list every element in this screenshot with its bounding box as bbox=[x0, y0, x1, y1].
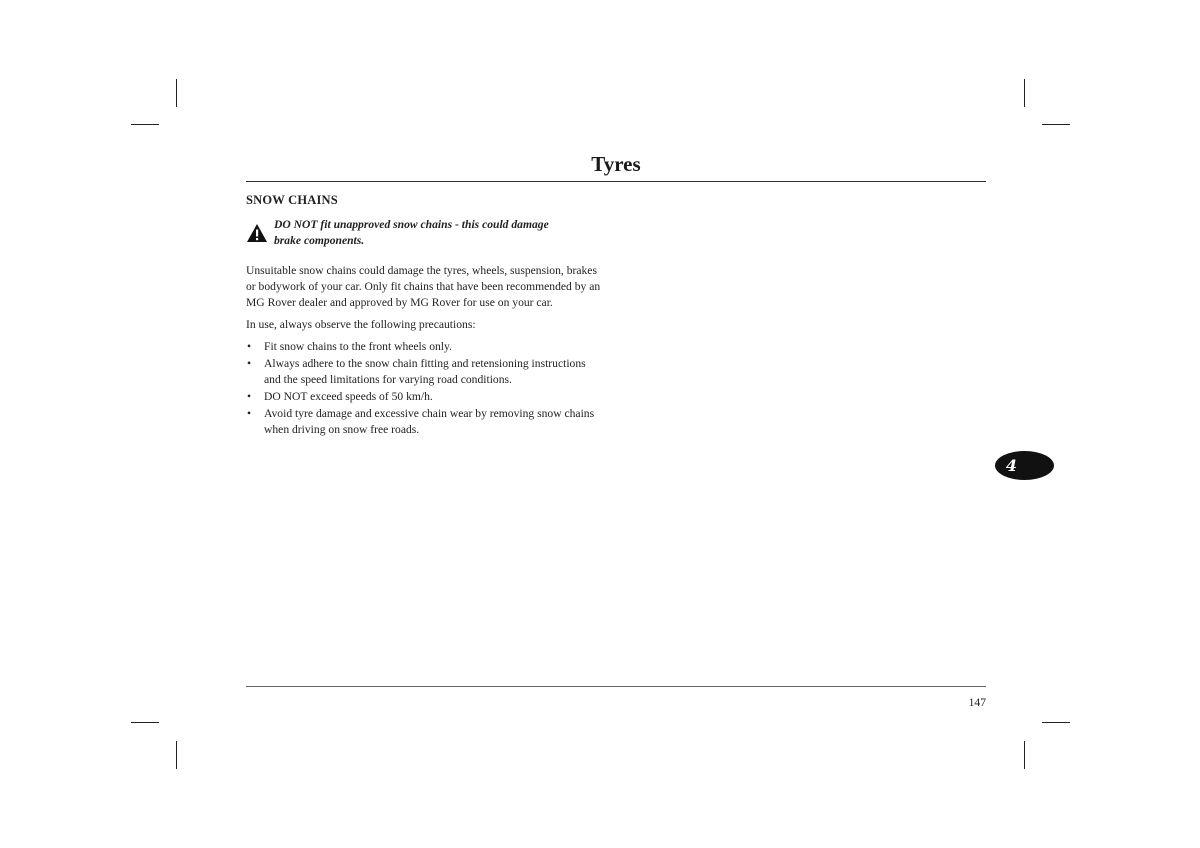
bullet-icon: • bbox=[247, 407, 252, 420]
list-item: • Always adhere to the snow chain fitting and retensioning instructions and the speed limitations for varying road conditions. bbox=[247, 357, 586, 386]
crop-mark-bottom-right-horizontal bbox=[1042, 722, 1070, 723]
page-number: 147 bbox=[968, 696, 986, 709]
warning-line-1: DO NOT fit unapproved snow chains - this could damage bbox=[274, 218, 549, 231]
crop-mark-bottom-left-horizontal bbox=[131, 722, 159, 723]
warning-block bbox=[246, 217, 602, 249]
crop-mark-top-left-vertical bbox=[176, 79, 177, 107]
warning-text bbox=[274, 217, 549, 249]
crop-mark-bottom-right-vertical bbox=[1024, 741, 1025, 769]
footer-divider bbox=[246, 686, 986, 687]
bullet-icon: • bbox=[247, 390, 252, 403]
crop-mark-top-right-horizontal bbox=[1042, 124, 1070, 125]
section-heading: SNOW CHAINS bbox=[246, 193, 338, 207]
page-title: Tyres bbox=[591, 152, 641, 176]
list-item: • Avoid tyre damage and excessive chain wear by removing snow chains when driving on snow free roads. bbox=[247, 407, 595, 436]
list-item: • DO NOT exceed speeds of 50 km/h. bbox=[247, 390, 433, 403]
main-content bbox=[246, 192, 602, 439]
paragraph: In use, always observe the following precautions: bbox=[246, 318, 476, 331]
warning-line-2: brake components. bbox=[274, 234, 365, 247]
bullet-icon: • bbox=[247, 340, 252, 353]
header-divider bbox=[246, 181, 986, 182]
crop-mark-top-left-horizontal bbox=[131, 124, 159, 125]
precautions-list bbox=[246, 339, 602, 438]
bullet-icon: • bbox=[247, 357, 252, 370]
crop-mark-bottom-left-vertical bbox=[176, 741, 177, 769]
list-item: • Fit snow chains to the front wheels only. bbox=[247, 340, 452, 353]
chapter-number: 4 bbox=[1005, 456, 1018, 475]
warning-triangle-icon bbox=[246, 223, 268, 243]
chapter-tab bbox=[995, 451, 1054, 480]
paragraph: Unsuitable snow chains could damage the tyres, wheels, suspension, brakes or bodywork of your car. Only fit chains that have been recommended by an MG Rover dealer and approved by MG Rover for use on your car. bbox=[246, 264, 601, 309]
crop-mark-top-right-vertical bbox=[1024, 79, 1025, 107]
